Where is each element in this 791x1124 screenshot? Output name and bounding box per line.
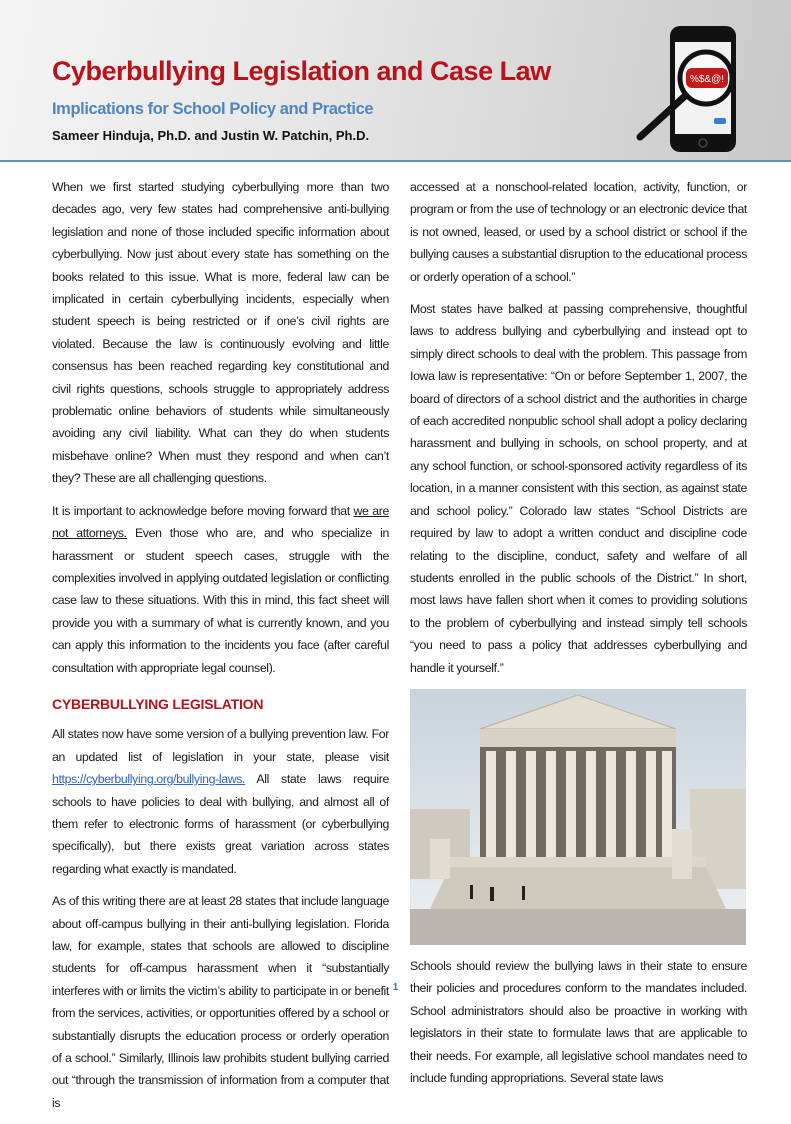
state-laws-paragraph: Most states have balked at passing comprehensive, thoughtful laws to address bullying and cyberbullying and instead opt to simply direct schools to deal with the problem. This passage from Iowa law is representative: “On or before September 1, 2007, the board of directors of a school district and the authorities in charge of each accredited nonpublic school shall adopt a policy declaring harassment and bullying in schools, on school property, and at any school function, or school-sponsored activity regardless of its location, in a manner consistent with this section, as against state and school policy.” Colorado law states “School Districts are required by law to adopt a written conduct and discipline code relating to the discipline, conduct, safety and welfare of all students enrolled in the public schools of the District.” In short, most laws have fallen short when it comes to providing solutions to the problem of cyberbullying and instead simply tell schools “you need to pass a policy that addresses cyberbullying and handle it yourself.” [410, 302, 747, 675]
off-campus-paragraph: As of this writing there are at least 28 states that include language about off-campus bullying in their anti-bullying legislation. Florida law, for example, states that schools are allowed to discipline students for off-campus harassment when it “substantially interferes with or limits the victim’s ability to participate in or benefit from the services, activities, or opportunities offered by a school or substantially disrupts the education process or orderly operation of a school.” Similarly, Illinois law prohibits student bullying carried out “through the transmission of information from a computer that is [52, 894, 389, 1110]
text: Even those who are, and who specialize in harassment or student speech cases, struggle with the complexities involved in applying outdated legislation or conflicting case law to these situations. With this in mind, this fact sheet will provide you with a summary of what is currently known, and you can apply this information to the incidents you face (after careful consultation with appropriate legal counsel). [52, 526, 389, 675]
text: It is important to acknowledge before moving forward that [52, 503, 354, 518]
continued-paragraph: accessed at a nonschool-related location, activity, function, or program or from the use of technology or an electronic device that is not owned, leased, or used by a school district or school if the bullying causes a substantial disruption to the educational process or orderly operation of a school.” [410, 180, 747, 284]
header-banner [0, 0, 791, 162]
intro-paragraph: When we first started studying cyberbullying more than two decades ago, very few states had comprehensive anti-bullying legislation and none of those included specific information about cyberbullying. Now just about every state has something on the books related to this issue. What is more, federal law can be implicated in certain cyberbullying incidents, especially when student speech is being restricted or if one’s civil rights are violated. Because the law is continuously evolving and little consensus has been reached regarding key constitutional and civil rights questions, schools struggle to appropriately address problematic online behaviors of students while simultaneously avoiding any civil liability. What can they do when students misbehave online? When must they respond and when can’t they? These are all challenging questions. [52, 180, 389, 486]
authors: Sameer Hinduja, Ph.D. and Justin W. Patchin, Ph.D. [52, 128, 370, 143]
recommendation-paragraph: Schools should review the bullying laws in their state to ensure their policies and procedures conform to the mandates included. School administrators should also be proactive in working with legislators in their state to formulate laws that are applicable to their needs. For example, all legislative school mandates need to include funding appropriations. Several state laws [410, 958, 747, 1085]
bullying-laws-link[interactable]: https://cyberbullying.org/bullying-laws. [52, 772, 246, 787]
page-number: 1 [392, 982, 399, 993]
page-subtitle: Implications for School Policy and Practice [52, 100, 374, 118]
page-title: Cyberbullying Legislation and Case Law [52, 56, 551, 86]
disclaimer-paragraph [52, 500, 389, 679]
text: All state laws require schools to have policies to deal with bullying, and almost all of them refer to electronic forms of harassment (or cyberbullying specifically), but there exists great variation across states regarding what exactly is mandated. [52, 772, 389, 876]
svg-text:%$&@!: %$&@! [689, 74, 725, 85]
legislation-paragraph [52, 723, 389, 880]
underlined-text: we are not attorneys. [52, 503, 389, 541]
right-column [410, 176, 747, 1099]
phone-magnifier-logo-icon [630, 22, 750, 154]
supreme-court-photo [410, 689, 746, 945]
text: All states now have some version of a bullying prevention law. For an updated list of legislation in your state, please visit [52, 727, 389, 764]
section-heading: CYBERBULLYING LEGISLATION [52, 695, 264, 712]
